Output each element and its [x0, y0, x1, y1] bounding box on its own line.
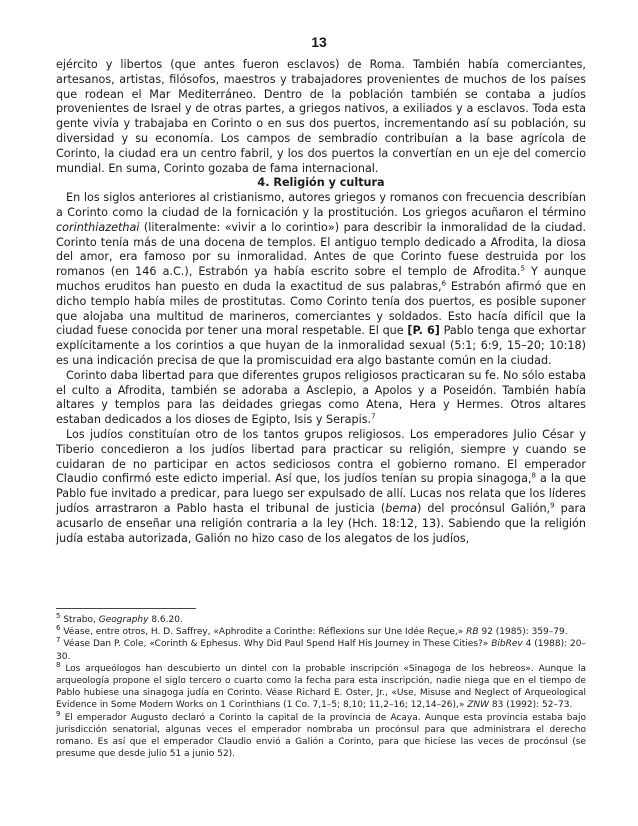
footnote-8: $^8$ Los arqueólogos han descubierto un dintel con la probable inscripción «Sinagoga de los hebreos». Aunque la arqueología propone el siglo tercero o cuarto como la fecha para esta inscripción, nadie niega que en el tiempo de Pablo hubiese una sinagoga judía en Corinto. Véase Richard E. Oster, Jr., «Use, Misuse and Neglect of Arqueological Evidence in Some Modern Works on 1 Corinthians (1 Co. 7,1–5; 8,10; 11,2–16; 12,14–26),» ZNW 83 (1992): 52–73. — [56, 660, 586, 711]
footnote-7: $^7$ Véase Dan P. Cole, «Corinth & Ephesus. Why Did Paul Spend Half His Journey in These Cities?» BibRev 4 (1988): 20–30. — [56, 636, 586, 662]
footnote-divider — [56, 608, 196, 609]
footnote-ref-9[interactable]: 9 — [550, 501, 555, 510]
paragraph-jews: Los judíos constituían otro de los tantos grupos religiosos. Los emperadores Julio César y Tiberio concedieron a los judíos libertad para practicar su religión, siempre y cuando se cuidaran de no participar en actos sediciosos contra el gobierno romano. El emperador Claudio confirmó este edicto imperial. Así que, los judíos tenían su propia sinagoga,$^8$ a la que Pablo fue invitado a predicar, para luego ser expulsado de allí. Lucas nos relata que los líderes judíos arrastraron a Pablo hasta el tribunal de justicia (bema) del procónsul Galión,$^9$ para acusarlo de enseñar una religión contraria a la ley (Hch. 18:12, 13). Sabiendo que la religión judía estaba autorizada, Galión no hizo caso de los alegatos de los judíos, — [56, 427, 587, 545]
footnotes — [56, 608, 586, 760]
bema-term: bema — [385, 501, 417, 515]
footnote-5: $^5$ Strabo, Geography 8.6.20. — [56, 612, 183, 625]
footnote-ref-7[interactable]: 7 — [371, 412, 376, 421]
footnote-9: $^9$ El emperador Augusto declaró a Corinto la capital de la provincia de Acaya. Aunque esta provincia estaba bajo jurisdicción senatorial, algunas veces el emperador nombraba un procónsul para que administrara el derecho romano. Es así que el emperador Claudio envió a Galión a Corinto, para que hiciese las veces de procónsul (se presume que desde julio 51 a junio 52). — [56, 709, 586, 760]
paragraph-cults: Corinto daba libertad para que diferentes grupos religiosos practicaran su fe. No sólo estaba el culto a Afrodita, también se adoraba a Asclepio, a Apolos y a Poseidón. También había altares y templos para las deidades griegas como Atena, Hera y Hermes. Otros altares estaban dedicados a los dioses de Egipto, Isis y Serapis.$^7$ — [56, 368, 586, 427]
page-marker: [P. 6] — [407, 324, 440, 338]
footnote-ref-8[interactable]: 8 — [531, 471, 536, 480]
paragraph-religion: En los siglos anteriores al cristianismo, autores griegos y romanos con frecuencia describían a Corinto como la ciudad de la fornicación y la prostitución. Los griegos acuñaron el término corinthiazethai (literalmente: «vivir a lo corintio») para describir la inmoralidad de la ciudad. Corinto tenía más de una docena de templos. El antiguo templo dedicado a Afrodita, la diosa del amor, era famoso por su inmoralidad. Antes de que Corinto fuese destruida por los romanos (en 146 a.C.), Estrabón ya había escrito sobre el templo de Afrodita.$^5$ Y aunque muchos eruditos han puesto en duda la exactitud de sus palabras,$^6$ Estrabón afirmó que en dicho templo había miles de prostitutas. Como Corinto tenía dos puertos, es posible suponer que alojaba una multitud de marineros, comerciantes y soldados. Esto hacía difícil que la ciudad fuese conocida por tener una moral respetable. El que [P. 6] Pablo tenga que exhortar explícitamente a los corintios a que huyan de la inmoralidad sexual (5:1; 6:9, 15–20; 10:18) es una indicación precisa de que la promiscuidad era algo bastante común en la ciudad. — [56, 191, 586, 367]
main-text — [56, 58, 586, 546]
footnote-ref-6[interactable]: 6 — [441, 279, 447, 288]
greek-term: corinthiazethai — [56, 220, 140, 234]
footnote-6: $^6$ Véase, entre otros, H. D. Saffrey, «Aphrodite a Corinthe: Réflexions sur Une Idée Reçue,» RB 92 (1985): 359–79. — [56, 624, 568, 638]
paragraph-population: ejército y libertos (que antes fueron esclavos) de Roma. También había comerciantes, artesanos, artistas, filósofos, maestros y trabajadores provenientes de muchos de los países que rodean el Mar Mediterráneo. Dentro de la población también se contaba a judíos provenientes de Israel y de otras partes, a griegos nativos, a exiliados y a esclavos. Toda esta gente vivía y trabajaba en Corinto o en sus dos puertos, incrementando así su población, su diversidad y su economía. Los campos de sembradío contribuían a la base agrícola de Corinto, la ciudad era un centro fabril, y los dos puertos la convertían en un eje del comercio mundial. En suma, Corinto gozaba de fama internacional. — [56, 58, 586, 175]
footnote-ref-5[interactable]: 5 — [520, 264, 525, 273]
page-number: 13 — [311, 34, 327, 50]
section-title: 4. Religión y cultura — [257, 176, 385, 190]
